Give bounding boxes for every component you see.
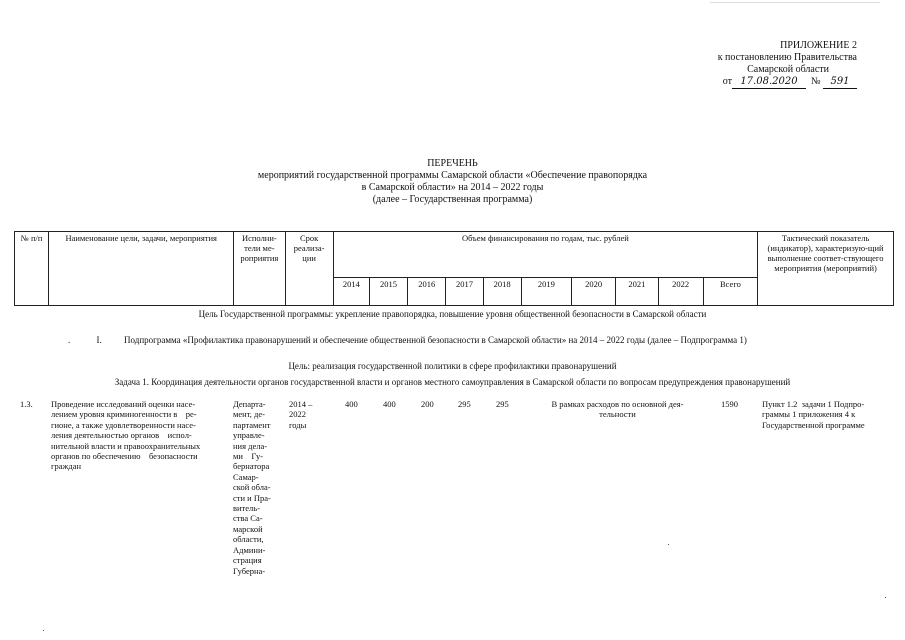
row-name-line: граждан	[51, 461, 82, 472]
row-executor-line: Губерна-	[233, 565, 266, 576]
row-name-line: ления деятельностью органов испол-	[51, 430, 192, 441]
header-num: № п/п	[15, 232, 49, 306]
row-executor	[233, 399, 283, 576]
row-executor-line: Департа-	[233, 399, 266, 409]
from-label: от	[722, 76, 732, 87]
row-executor-line: бернатора	[233, 461, 270, 472]
year-total: Всего	[703, 278, 757, 306]
row-executor-line: управле-	[233, 430, 265, 441]
row-indicator-line: граммы 1 приложения 4 к	[762, 409, 856, 420]
value-2015: 400	[383, 399, 396, 409]
row-executor-line: ства Са-	[233, 513, 263, 524]
scan-speck	[43, 630, 44, 631]
year-2019: 2019	[521, 278, 571, 306]
year-2022: 2022	[658, 278, 703, 306]
row-executor-line: страция	[233, 555, 262, 566]
header-executor: Исполни-тели ме-роприятия	[234, 232, 285, 306]
appendix-date-line	[718, 76, 857, 89]
subprogram-numeral: I.	[96, 335, 102, 345]
header-name: Наименование цели, задачи, мероприятия	[49, 232, 234, 306]
row-indicator-line: Пункт 1.2 задачи 1 Подпро-	[762, 399, 865, 409]
row-term-line: 2022	[289, 409, 306, 420]
appendix-line1: к постановлению Правительства	[717, 52, 857, 63]
row-name-line: гионе, а также удовлетворенности насе-	[51, 419, 196, 430]
value-2016: 200	[421, 399, 434, 409]
year-2020: 2020	[572, 278, 616, 306]
subprogram-goal: Цель: реализация государственной политики в сфере профилактики правонарушений	[288, 361, 617, 371]
title-line2: в Самарской области» на 2014 – 2022 годы	[361, 182, 544, 193]
row-executor-line: ния дела-	[233, 440, 268, 451]
measures-table-header	[14, 231, 894, 306]
scan-edge	[710, 2, 880, 3]
subprogram-text: Подпрограмма «Профилактика правонарушений и обеспечение общественной безопасности в Самарской области» на 2014 – 2022 годы (далее – Подпрограмма 1)	[124, 335, 747, 345]
row-num: 1.3.	[20, 399, 33, 409]
row-executor-line: сти и Пра-	[233, 492, 271, 503]
title-heading: ПЕРЕЧЕНЬ	[427, 158, 478, 169]
header-funding: Объем финансирования по годам, тыс. рублей	[333, 232, 757, 278]
year-2015: 2015	[369, 278, 407, 306]
row-name-line: органов по обеспечению безопасности	[51, 451, 198, 462]
program-goal: Цель Государственной программы: укрепление правопорядка, повышение уровня общественной безопасности в Самарской области	[198, 309, 707, 319]
appendix-block	[718, 40, 857, 89]
number-value: 591	[823, 76, 857, 89]
row-indicator-line: Государственной программе	[762, 419, 865, 430]
year-2016: 2016	[408, 278, 446, 306]
scan-speck	[885, 597, 886, 598]
row-note-line: тельности	[599, 409, 636, 420]
row-name-line: лением уровня криминогенности в ре-	[51, 409, 197, 420]
row-executor-line: области,	[233, 534, 264, 545]
row-executor-line: Админи-	[233, 544, 266, 555]
row-term	[289, 399, 329, 430]
row-name-line: нительной власти и правоохранительных	[51, 440, 201, 451]
appendix-title: ПРИЛОЖЕНИЕ 2	[780, 40, 857, 51]
row-name-line: Проведение исследований оценки насе-	[51, 399, 196, 409]
row-name	[51, 399, 227, 472]
row-executor-line: марской	[233, 523, 263, 534]
header-indicator: Тактический показатель (индикатор), характеризую-щий выполнение соответ-ствующего мероприятия (мероприятий)	[758, 232, 894, 306]
row-executor-line: ми Гу-	[233, 451, 264, 462]
number-label: №	[810, 76, 821, 87]
date-value: 17.08.2020	[732, 76, 806, 89]
row-note	[535, 399, 700, 420]
year-2014: 2014	[333, 278, 369, 306]
title-line3: (далее – Государственная программа)	[372, 194, 533, 205]
appendix-line2: Самарской области	[747, 64, 829, 75]
value-2014: 400	[345, 399, 358, 409]
row-executor-line: витель-	[233, 503, 260, 514]
task-1: Задача 1. Координация деятельности органов государственной власти и органов местного самоуправления в Самарской области по вопросам предупреждения правонарушений	[114, 377, 791, 387]
year-2021: 2021	[616, 278, 658, 306]
row-executor-line: мент, де-	[233, 409, 265, 420]
value-total: 1590	[721, 399, 738, 409]
row-term-line: 2014 –	[289, 399, 313, 409]
row-note-line: В рамках расходов по основной дея-	[551, 399, 684, 409]
document-title	[0, 158, 905, 206]
row-executor-line: Самар-	[233, 471, 259, 482]
scan-speck	[668, 544, 669, 545]
row-term-line: годы	[289, 419, 307, 430]
subprogram-line: . I. Подпрограмма «Профилактика правонарушений и обеспечение общественной безопасности в Самарской области» на 2014 – 2022 годы (далее – Подпрограмма 1)	[68, 335, 747, 345]
value-2018: 295	[496, 399, 509, 409]
row-executor-line: ской обла-	[233, 482, 271, 493]
row-executor-line: партамент	[233, 419, 271, 430]
row-indicator	[762, 399, 897, 430]
header-term: Срок реализа-ции	[285, 232, 333, 306]
year-2017: 2017	[446, 278, 483, 306]
year-2018: 2018	[483, 278, 521, 306]
value-2017: 295	[458, 399, 471, 409]
title-line1: мероприятий государственной программы Самарской области «Обеспечение правопорядка	[257, 170, 648, 181]
